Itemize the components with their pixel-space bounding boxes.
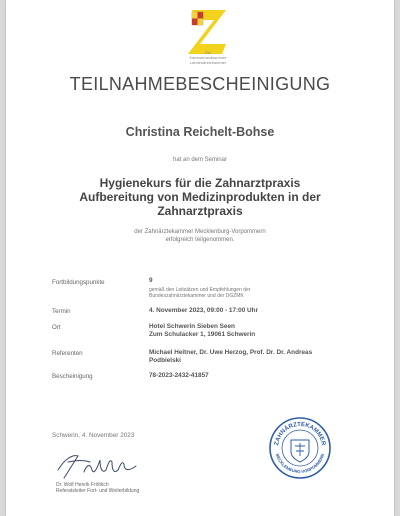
- svg-text:MECKLENBURG-VORPOMMERN: [275, 453, 325, 474]
- course-title-line-3: Zahnarztpraxis: [157, 204, 243, 218]
- svg-text:ZAHNÄRZTEKAMMER: [274, 422, 326, 447]
- outro-line-2: erfolgreich teilgenommen.: [165, 237, 235, 243]
- date-label: Termin: [52, 308, 71, 315]
- signer-name: Dr. Wolf Henrik Fröhlich: [56, 482, 109, 488]
- speakers-label: Referenten: [52, 350, 83, 357]
- certificate-page: [6, 0, 394, 516]
- seal-bottom-text: MECKLENBURG-VORPOMMERN: [274, 452, 326, 475]
- location-line-2: Zum Schulacker 1, 19061 Schwerin: [149, 331, 256, 338]
- logo-caption-line-2: Kammerlandkammer: [189, 55, 227, 60]
- recipient-name: Christina Reichelt-Bohse: [125, 125, 275, 139]
- intro-text: hat an dem Seminar: [172, 157, 228, 163]
- speakers-line-2: Podbielski: [149, 357, 181, 364]
- certificate-number-value: 78-2023-2432-41857: [149, 372, 209, 379]
- certificate-number-label: Bescheinigung: [52, 373, 93, 380]
- location-line-1: Hotel Schwerin Sieben Seen: [149, 323, 235, 330]
- course-title: [6, 176, 394, 218]
- official-seal-icon: [268, 416, 332, 480]
- speakers-line-1: Michael Heitner, Dr. Uwe Herzog, Prof. Dr. Dr. Andreas: [149, 349, 313, 356]
- date-value: 4. November 2023, 09:00 - 17:00 Uhr: [149, 307, 259, 314]
- seal-top-text: ZAHNÄRZTEKAMMER: [274, 421, 326, 447]
- place-and-date: Schwerin, 4. November 2023: [52, 432, 135, 439]
- course-title-line-2: Aufbereitung von Medizinprodukten in der: [79, 190, 321, 204]
- logo-caption-line-1: Die: [204, 50, 211, 55]
- signer-role: Referatsleiter Fort- und Weiterbildung: [56, 488, 140, 494]
- course-title-line-1: Hygienekurs für die Zahnarztpraxis: [99, 176, 301, 190]
- logo-caption-line-3: Landesärztekammer: [189, 60, 227, 65]
- signature-icon: [54, 448, 144, 482]
- location-label: Ort: [52, 324, 61, 331]
- signer-block: [56, 482, 139, 494]
- points-value: 9: [149, 277, 153, 284]
- document-title: TEILNAHMEBESCHEINIGUNG: [69, 74, 331, 94]
- points-note-line-1: gemäß den Leitsätzen und Empfehlungen der: [149, 287, 251, 293]
- outro-line-1: der Zahnärztekammer Mecklenburg-Vorpommern: [134, 229, 266, 235]
- logo-caption: [178, 50, 238, 65]
- points-label: Fortbildungspunkte: [52, 279, 105, 286]
- points-note-line-2: Bundeszahnärztekammer und der DGZMK: [149, 293, 244, 299]
